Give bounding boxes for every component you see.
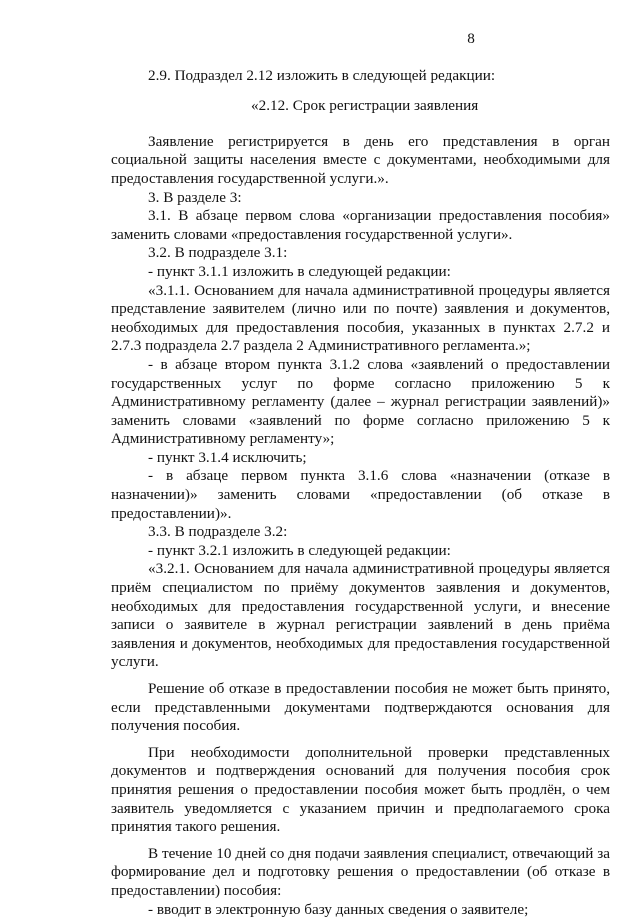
paragraph: 3.1. В абзаце первом слова «организации предоставления пособия» заменить словами «предоставления государственной услуги». xyxy=(111,207,610,243)
paragraph: - в абзаце втором пункта 3.1.2 слова «заявлений о предоставлении государственных услуг по форме согласно приложению 5 к Административному регламенту (далее – журнал регистрации заявлений)» заменить словами «заявлений по форме согласно приложению 5 к Административному регламенту»; xyxy=(111,355,610,448)
paragraph: В течение 10 дней со дня подачи заявления специалист, отвечающий за формирование дел и подготовку решения о предоставлении (об отказе в предоставлении) пособия: xyxy=(111,844,610,899)
paragraph: 3. В разделе 3: xyxy=(148,188,242,206)
section-heading: «2.12. Срок регистрации заявления xyxy=(251,97,479,115)
paragraph: - пункт 3.1.4 исключить; xyxy=(148,448,307,466)
paragraph: - пункт 3.2.1 изложить в следующей редакции: xyxy=(148,541,451,559)
page-number: 8 xyxy=(467,30,475,47)
paragraph: «3.2.1. Основанием для начала административной процедуры является приём специалистом по приёму документов заявления и документов, необходимых для предоставления государственной услуги, и внесение записи о заявителе в журнал регистрации заявлений в день приёма заявления и документов, необходимых для предоставления государственной услуги. xyxy=(111,560,610,671)
paragraph: - в абзаце первом пункта 3.1.6 слова «назначении (отказе в назначении)» заменить словами «предоставлении (об отказе в предоставлении)». xyxy=(111,467,610,522)
paragraph: 3.3. В подразделе 3.2: xyxy=(148,523,288,541)
paragraph: 3.2. В подразделе 3.1: xyxy=(148,244,288,262)
paragraph: Решение об отказе в предоставлении пособия не может быть принято, если представленными документами подтверждаются основания для получения пособия. xyxy=(111,680,610,735)
document-body xyxy=(111,67,610,919)
paragraph: Заявление регистрируется в день его представления в орган социальной защиты населения вместе с документами, необходимыми для предоставления государственной услуги.». xyxy=(111,132,610,187)
paragraph: - вводит в электронную базу данных сведения о заявителе; xyxy=(148,900,529,918)
paragraph: 2.9. Подраздел 2.12 изложить в следующей редакции: xyxy=(148,66,496,84)
paragraph: - пункт 3.1.1 изложить в следующей редакции: xyxy=(148,262,451,280)
paragraph: При необходимости дополнительной проверки представленных документов и подтверждения оснований для получения пособия срок принятия решения о предоставлении пособия может быть продлён, о чем заявитель уведомляется с указанием причин и предполагаемого срока принятия такого решения. xyxy=(111,743,610,836)
paragraph: «3.1.1. Основанием для начала административной процедуры является представление заявителем (лично или по почте) заявления и документов, необходимых для предоставления пособия, указанных в пунктах 2.7.2 и 2.7.3 подраздела 2.7 раздела 2 Административного регламента.»; xyxy=(111,281,610,355)
